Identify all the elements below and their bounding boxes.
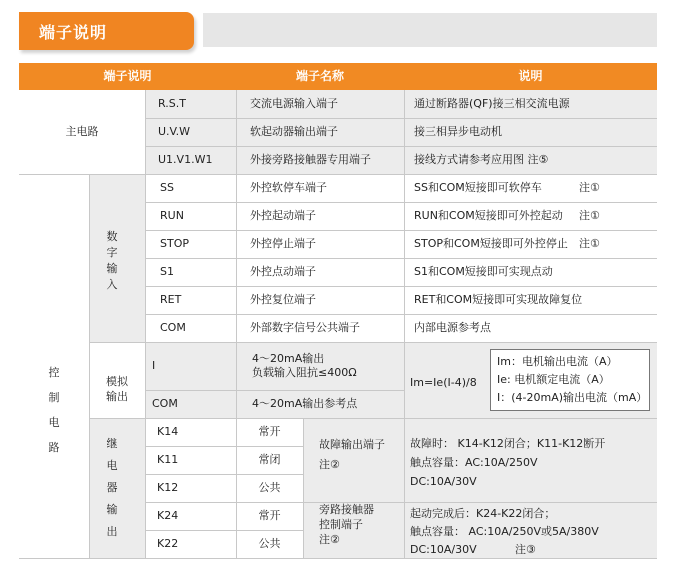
- terminal-desc: SS和COM短接即可软停车: [414, 181, 542, 194]
- formula-legend-line: I：(4-20mA)输出电流（mA）: [497, 391, 648, 404]
- terminal-code: I: [152, 359, 156, 372]
- bypass-desc-line: 起动完成后：K24-K22闭合；: [410, 507, 556, 520]
- terminal-code: S1: [160, 265, 174, 278]
- header-bar: [203, 13, 657, 47]
- bypass-desc-line: 触点容量： AC:10A/250V或5A/380V: [410, 525, 599, 538]
- terminal-code: COM: [160, 321, 186, 334]
- terminal-name: 外接旁路接触器专用端子: [250, 153, 371, 166]
- terminal-note: 注①: [579, 237, 600, 250]
- section-title-tab: [19, 12, 194, 50]
- relay-code: K12: [157, 481, 179, 494]
- terminal-code: U.V.W: [158, 125, 191, 138]
- fault-output-name: 故障输出端子: [319, 438, 385, 451]
- header-description: 说明: [404, 63, 657, 90]
- relay-output-char: 出: [106, 525, 118, 538]
- terminal-desc: 内部电源参考点: [414, 321, 491, 334]
- bypass-desc-line: DC:10A/30V: [410, 543, 477, 556]
- relay-output-char: 电: [106, 459, 118, 472]
- terminal-name: 4～20mA输出: [252, 352, 325, 365]
- section-title: 端子说明: [39, 23, 108, 42]
- bypass-name-line: 旁路接触器: [319, 503, 374, 516]
- relay-code: K22: [157, 537, 179, 550]
- terminal-desc: RET和COM短接即可实现故障复位: [414, 293, 583, 306]
- fault-desc-line: DC:10A/30V: [410, 475, 477, 488]
- control-circuit-char: 电: [48, 416, 60, 429]
- terminal-desc: STOP和COM短接即可外控停止: [414, 237, 568, 250]
- fault-desc-line: 故障时： K14-K12闭合；K11-K12断开: [410, 437, 606, 450]
- terminal-code: RET: [160, 293, 182, 306]
- terminal-name: 负载输入阻抗≤400Ω: [252, 366, 357, 379]
- terminal-name: 软起动器输出端子: [250, 125, 338, 138]
- terminal-note: 注①: [579, 209, 600, 222]
- terminal-code: COM: [152, 397, 178, 410]
- main-rows-bg: [145, 90, 657, 174]
- terminal-code: STOP: [160, 237, 189, 250]
- relay-code: K14: [157, 425, 179, 438]
- fault-desc-line: 触点容量：AC:10A/250V: [410, 456, 538, 469]
- terminal-code: R.S.T: [158, 97, 186, 110]
- terminal-code: RUN: [160, 209, 184, 222]
- relay-state: 常闭: [258, 453, 281, 466]
- terminal-name: 4～20mA输出参考点: [252, 397, 358, 410]
- terminal-name: 外控起动端子: [250, 209, 316, 222]
- digital-input-char: 数: [106, 230, 118, 243]
- terminal-code: U1.V1.W1: [158, 153, 213, 166]
- analog-formula: Im=Ie(I-4)/8: [410, 376, 477, 389]
- fault-output-note: 注②: [319, 458, 340, 471]
- bypass-name-line: 控制端子: [319, 518, 363, 531]
- control-circuit-char: 路: [48, 441, 60, 454]
- terminal-name: 外控点动端子: [250, 265, 316, 278]
- relay-state: 公共: [258, 537, 281, 550]
- terminal-name: 外控复位端子: [250, 293, 316, 306]
- terminal-code: SS: [160, 181, 174, 194]
- analog-output-label: 输出: [106, 390, 128, 403]
- relay-state: 常开: [258, 509, 281, 522]
- analog-output-label: 模拟: [106, 375, 128, 388]
- formula-legend-line: Im：电机输出电流（A）: [497, 355, 618, 368]
- digital-input-char: 输: [106, 262, 118, 275]
- terminal-name: 外部数字信号公共端子: [250, 321, 360, 334]
- terminal-note: 注①: [579, 181, 600, 194]
- bypass-note: 注③: [515, 543, 536, 556]
- relay-state: 公共: [258, 481, 281, 494]
- terminal-name: 外控软停车端子: [250, 181, 327, 194]
- relay-output-char: 器: [106, 481, 118, 494]
- control-circuit-char: 控: [48, 366, 60, 379]
- relay-output-char: 输: [106, 503, 118, 516]
- relay-state: 常开: [258, 425, 281, 438]
- terminal-name: 外控停止端子: [250, 237, 316, 250]
- terminal-desc: 接三相异步电动机: [414, 125, 502, 138]
- main-circuit-label: 主电路: [65, 125, 99, 138]
- bypass-name-line: 注②: [319, 533, 340, 546]
- relay-output-char: 继: [106, 437, 118, 450]
- header-terminal-name: 端子名称: [236, 63, 404, 90]
- terminal-desc: RUN和COM短接即可外控起动: [414, 209, 563, 222]
- terminal-desc: 通过断路器(QF)接三相交流电源: [414, 97, 570, 110]
- header-terminal-desc: 端子说明: [19, 63, 236, 90]
- relay-code: K11: [157, 453, 179, 466]
- terminal-desc: S1和COM短接即可实现点动: [414, 265, 553, 278]
- terminal-name: 交流电源输入端子: [250, 97, 338, 110]
- digital-input-char: 字: [106, 246, 118, 259]
- relay-code: K24: [157, 509, 179, 522]
- terminal-desc: 接线方式请参考应用图 注⑤: [414, 153, 549, 166]
- formula-legend-line: Ie: 电机额定电流（A）: [497, 373, 610, 386]
- control-circuit-char: 制: [48, 391, 60, 404]
- digital-input-char: 入: [106, 278, 118, 291]
